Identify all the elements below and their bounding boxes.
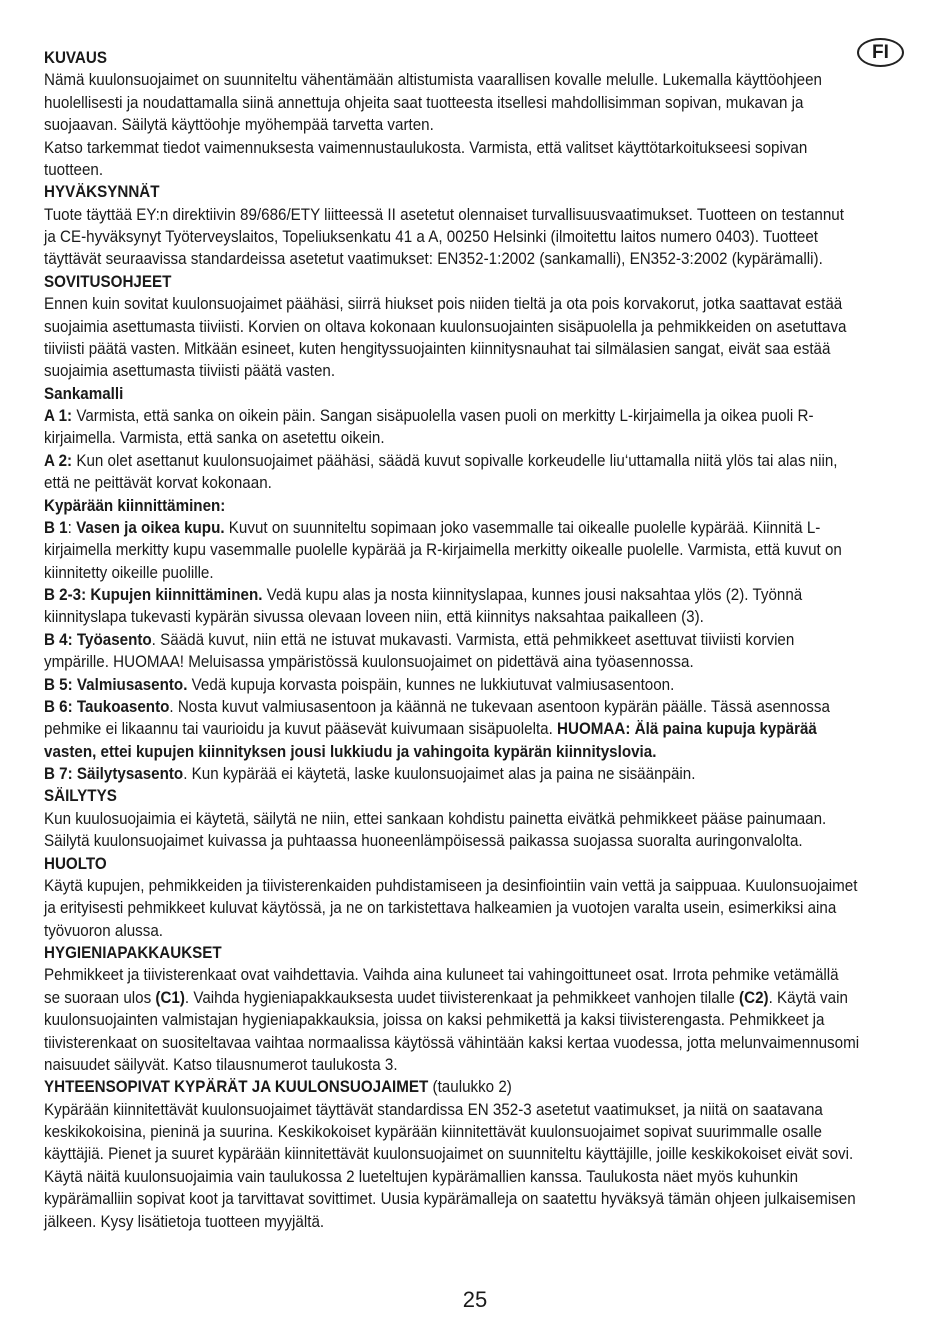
body-text: Vedä kupuja korvasta poispäin, kunnes ne lukkiutuvat valmiusasentoon.: [187, 675, 675, 694]
line-content: [44, 293, 842, 315]
line-content: [44, 830, 803, 852]
body-text: kiinnityslapa tukevasti kypärän sivussa olevaan loveen niin, että kiinnitys naksahtaa paikalleen (3).: [44, 608, 704, 627]
text-line: [44, 606, 924, 628]
line-content: [44, 741, 656, 763]
line-content: [44, 1211, 324, 1233]
line-content: [44, 674, 674, 696]
body-text: Kuvut on suunniteltu sopimaan joko vasemmalle tai oikealle puolelle kypärää. Kiinnitä L-: [224, 518, 821, 537]
line-content: [44, 181, 160, 203]
text-line: [44, 651, 924, 673]
line-content: [44, 763, 695, 785]
body-text: Käytä kupujen, pehmikkeiden ja tiivisterenkaiden puhdistamiseen ja desinfiointiin vain vettä ja saippuaa. Kuulonsuojaimet: [44, 876, 858, 895]
line-content: [44, 427, 385, 449]
line-content: [44, 696, 830, 718]
line-content: [44, 360, 335, 382]
bold-text: B 5: Valmiusasento.: [44, 675, 188, 694]
section-heading: [44, 271, 924, 293]
document-body: [44, 47, 924, 1233]
body-text: Katso tarkemmat tiedot vaimennuksesta vaimennustaulukosta. Varmista, että valitset käyttötarkoitukseesi sopivan: [44, 138, 808, 157]
text-line: [44, 92, 924, 114]
text-line: [44, 1211, 924, 1233]
line-content: [44, 92, 803, 114]
line-content: [44, 1121, 822, 1143]
body-text: Ennen kuin sovitat kuulonsuojaimet päähäsi, siirrä hiukset pois niiden tieltä ja ota pois korvakorut, jotka saattavat estää: [44, 295, 843, 314]
bold-text: HUOLTO: [44, 854, 107, 873]
bold-text: SOVITUSOHJEET: [44, 272, 172, 291]
bold-text: HYVÄKSYNNÄT: [44, 183, 160, 202]
line-content: [44, 495, 225, 517]
page-number: 25: [462, 1287, 488, 1312]
section-heading: [44, 741, 924, 763]
line-content: [44, 539, 842, 561]
section-heading: [44, 785, 924, 807]
line-content: [44, 316, 846, 338]
bold-text: SÄILYTYS: [44, 787, 117, 806]
text-line: [44, 427, 924, 449]
body-text: suojaavan. Säilytä käyttöohje myöhempää tarvetta varten.: [44, 116, 434, 135]
bold-text: Kypärään kiinnittäminen:: [44, 496, 226, 515]
line-content: [44, 450, 837, 472]
body-text: . Säädä kuvut, niin että ne istuvat mukavasti. Varmista, että pehmikkeet asettuvat tiiviisti korvien: [151, 630, 795, 649]
body-text: Vedä kupu alas ja nosta kiinnityslapaa, kunnes jousi naksahtaa ylös (2). Työnnä: [262, 586, 803, 604]
text-line: [44, 248, 924, 270]
bold-text: Sankamalli: [44, 384, 124, 403]
text-line: [44, 718, 924, 740]
text-line: [44, 1076, 924, 1098]
line-content: [44, 1166, 798, 1188]
body-text: kuulonsuojainten valmistajan hygieniapakkauksia, joissa on kaksi pehmikettä ja kaksi tiivisterengasta. Pehmikkeet ja: [44, 1011, 825, 1030]
text-line: [44, 808, 924, 830]
text-line: [44, 875, 924, 897]
body-text: tiivisterenkaat on suositeltavaa vaihtaa normaalissa käytössä vähintään kaksi kertaa vuodessa, jotta melunvaimennusomi: [44, 1033, 860, 1052]
text-line: [44, 137, 924, 159]
text-line: [44, 1032, 924, 1054]
text-line: [44, 1121, 924, 1143]
line-content: [44, 897, 836, 919]
line-content: [44, 137, 807, 159]
line-content: [44, 472, 272, 494]
text-line: [44, 1166, 924, 1188]
line-content: [44, 987, 848, 1009]
line-content: [44, 785, 117, 807]
bold-text: YHTEENSOPIVAT KYPÄRÄT JA KUULONSUOJAIMET: [44, 1078, 429, 1097]
text-line: [44, 226, 924, 248]
text-line: [44, 360, 924, 382]
body-text: tuotteen.: [44, 160, 104, 179]
bold-text: Vasen ja oikea kupu.: [76, 518, 225, 537]
section-heading: [44, 47, 924, 69]
body-text: kiinnitetty oikeille puolille.: [44, 563, 214, 582]
body-text: kirjaimella. Varmista, että sanka on asetettu oikein.: [44, 429, 385, 448]
section-heading: [44, 942, 924, 964]
line-content: [44, 562, 214, 584]
line-content: [44, 159, 103, 181]
body-text: käyttäjiä. Pienet ja suuret kypärään kiinnitettävät kuulonsuojaimet on suunniteltu käyttäjille, joille keskikokoiset eivät sovi.: [44, 1145, 854, 1164]
body-text: pehmike ei likaannu tai vaurioidu ja kuvut pääsevät kuivumaan sisäpuolelta.: [44, 720, 558, 739]
line-content: [44, 405, 814, 427]
line-content: [44, 69, 822, 91]
body-text: Kun olet asettanut kuulonsuojaimet päähäsi, säädä kuvut sopivalle korkeudelle liu‘uttamalla niitä ylös tai alas niin,: [72, 451, 838, 470]
line-content: [44, 226, 818, 248]
body-text: Varmista, että sanka on oikein päin. Sangan sisäpuolella vasen puoli on merkitty L-kirjaimella ja oikea puoli R-: [72, 407, 814, 425]
text-line: [44, 539, 924, 561]
body-text: työvuoron alussa.: [44, 921, 163, 940]
line-content: [44, 808, 826, 830]
text-line: [44, 293, 924, 315]
line-content: [44, 606, 704, 628]
bold-text: A 1:: [44, 407, 73, 425]
line-content: [44, 1076, 512, 1098]
line-content: [44, 204, 844, 226]
body-text: se suoraan ulos: [44, 988, 156, 1007]
text-line: [44, 114, 924, 136]
body-text: Pehmikkeet ja tiivisterenkaat ovat vaihdettavia. Vaihda aina kuluneet tai vahingoittuneet osat. Irrota pehmike vetämällä: [44, 966, 839, 985]
bold-text: (C2): [739, 988, 769, 1007]
body-text: naisuudet säilyvät. Katso tilausnumerot taulukosta 3.: [44, 1055, 398, 1074]
line-content: [44, 338, 830, 360]
text-line: [44, 763, 924, 785]
line-content: [44, 853, 107, 875]
section-heading: [44, 495, 924, 517]
bold-text: B 4: Työasento: [44, 630, 152, 649]
body-text: :: [67, 518, 77, 537]
text-line: [44, 920, 924, 942]
line-content: [44, 629, 794, 651]
text-line: [44, 1188, 924, 1210]
body-text: (taulukko 2): [428, 1078, 512, 1097]
line-content: [44, 383, 123, 405]
body-text: ja erityisesti pehmikkeet kuluvat käytössä, ja ne on tarkistettava halkeamien ja vuotojen varalta usein, esimerkiksi aina: [44, 899, 837, 918]
line-content: [44, 1188, 856, 1210]
line-content: [44, 271, 171, 293]
body-text: . Kun kypärää ei käytetä, laske kuulonsuojaimet alas ja paina ne sisäänpäin.: [183, 765, 696, 783]
text-line: [44, 69, 924, 91]
line-content: [44, 718, 817, 740]
text-line: [44, 1054, 924, 1076]
bold-text: B 1: [44, 518, 68, 537]
text-line: [44, 159, 924, 181]
bold-text: (C1): [155, 988, 185, 1007]
body-text: ja CE-hyväksynyt Työterveyslaitos, Topeliuksenkatu 41 a A, 00250 Helsinki (ilmoitettu laitos numero 0403). Tuotteet: [44, 228, 819, 246]
bold-text: B 6: Taukoasento: [44, 697, 170, 716]
body-text: Säilytä kuulonsuojaimet kuivassa ja puhtaassa huoneenlämpöisessä paikassa suojassa suoralta auringonvalolta.: [44, 832, 803, 851]
text-line: [44, 1009, 924, 1031]
bold-text: B 7: Säilytysasento: [44, 765, 184, 783]
body-text: keskikokoisina, pieninä ja suurina. Keskikokoiset kypärään kiinnitettävät kuulonsuojaimet sopivat suurimmalle osalle: [44, 1123, 822, 1141]
section-heading: [44, 853, 924, 875]
line-content: [44, 875, 857, 897]
section-heading: [44, 181, 924, 203]
text-line: [44, 316, 924, 338]
text-line: [44, 696, 924, 718]
body-text: suojaimia asettumasta tiiviisti. Korvien on oltava kokonaan kuulonsuojainten sisäpuolella ja pehmikkeiden on asetuttava: [44, 317, 847, 336]
body-text: Kypärään kiinnitettävät kuulonsuojaimet täyttävät standardissa EN 352-3 asetetut vaatimukset, ja niitä on saatavana: [44, 1100, 823, 1119]
text-line: [44, 472, 924, 494]
text-line: [44, 517, 924, 539]
body-text: jälkeen. Kysy lisätietoja tuotteen myyjältä.: [44, 1212, 325, 1231]
line-content: [44, 1054, 398, 1076]
body-text: suojaimia asettumasta tiiviisti päätä vasten.: [44, 362, 336, 381]
body-text: kypärämalliin sopivat koot ja tarvittavat sovittimet. Uusia kypärämalleja on saatettu hyväksyä tämän ohjeen julkaisemisen: [44, 1190, 856, 1209]
bold-text: HUOMAA: Älä paina kupuja kypärää: [557, 720, 817, 739]
bold-text: A 2:: [44, 451, 73, 470]
body-text: Käytä näitä kuulonsuojaimia vain taulukossa 2 lueteltujen kypärämallien kanssa. Taulukosta näet myös kuhunkin: [44, 1167, 799, 1186]
text-line: [44, 1143, 924, 1165]
body-text: Tuote täyttää EY:n direktiivin 89/686/ETY liitteessä II asetetut olennaiset turvallisuusvaatimukset. Tuotteen on testannut: [44, 205, 844, 224]
line-content: [44, 248, 823, 270]
body-text: tiiviisti päätä vasten. Mitkään esineet, kuten hengityssuojainten kiinnitysnauhat tai silmälasien sangat, eivät saa estää: [44, 339, 831, 358]
bold-text: vasten, ettei kupujen kiinnityksen jousi lukkiudu ja vahingoita kypärän kiinnityslovia.: [44, 742, 657, 761]
text-line: [44, 987, 924, 1009]
body-text: . Vaihda hygieniapakkauksesta uudet tiivisterenkaat ja pehmikkeet vanhojen tilalle: [184, 988, 740, 1007]
line-content: [44, 964, 839, 986]
line-content: [44, 920, 163, 942]
body-text: Kun kuulosuojaimia ei käytetä, säilytä ne niin, ettei sankaan kohdistu painetta eivätkä pehmikkeet pääse painumaan.: [44, 809, 827, 828]
text-line: [44, 964, 924, 986]
text-line: [44, 338, 924, 360]
text-line: [44, 629, 924, 651]
line-content: [44, 1009, 825, 1031]
text-line: [44, 830, 924, 852]
section-heading: [44, 383, 924, 405]
line-content: [44, 1032, 859, 1054]
text-line: [44, 674, 924, 696]
line-content: [44, 1143, 853, 1165]
line-content: [44, 651, 694, 673]
line-content: [44, 942, 222, 964]
body-text: että ne peittävät korvat kokonaan.: [44, 474, 272, 493]
text-line: [44, 562, 924, 584]
body-text: täyttävät seuraavissa standardeissa asetetut vaatimukset: EN352-1:2002 (sankamalli), EN352-3:2002 (kypärämalli).: [44, 250, 823, 269]
text-line: [44, 450, 924, 472]
text-line: [44, 405, 924, 427]
body-text: ympärille. HUOMAA! Meluisassa ympäristössä kuulonsuojaimet on pidettävä aina työasennossa.: [44, 653, 694, 672]
line-content: [44, 517, 820, 539]
bold-text: B 2-3: Kupujen kiinnittäminen.: [44, 586, 263, 604]
text-line: [44, 204, 924, 226]
line-content: [44, 584, 802, 606]
text-line: [44, 1099, 924, 1121]
language-badge: FI: [857, 38, 904, 67]
body-text: huolellisesti ja noudattamalla siinä annettuja ohjeita saat tuotteesta itsellesi mahdollisimman sopivan, mukavan ja: [44, 93, 804, 112]
text-line: [44, 584, 924, 606]
body-text: . Käytä vain: [768, 988, 848, 1007]
body-text: Nämä kuulonsuojaimet on suunniteltu vähentämään altistumista vaarallisen kovalle melulle. Lukemalla käyttöohjeen: [44, 71, 823, 90]
bold-text: KUVAUS: [44, 49, 107, 67]
body-text: kirjaimella merkitty kupu vasemmalle puolelle kypärää ja R-kirjaimella merkitty oikealle puolelle. Varmista, että kuvut on: [44, 541, 842, 560]
line-content: [44, 1099, 823, 1121]
line-content: [44, 114, 434, 136]
line-content: [44, 47, 107, 69]
text-line: [44, 897, 924, 919]
body-text: . Nosta kuvut valmiusasentoon ja käännä ne tukevaan asentoon kypärän päälle. Tässä asennossa: [169, 697, 830, 716]
bold-text: HYGIENIAPAKKAUKSET: [44, 944, 222, 962]
